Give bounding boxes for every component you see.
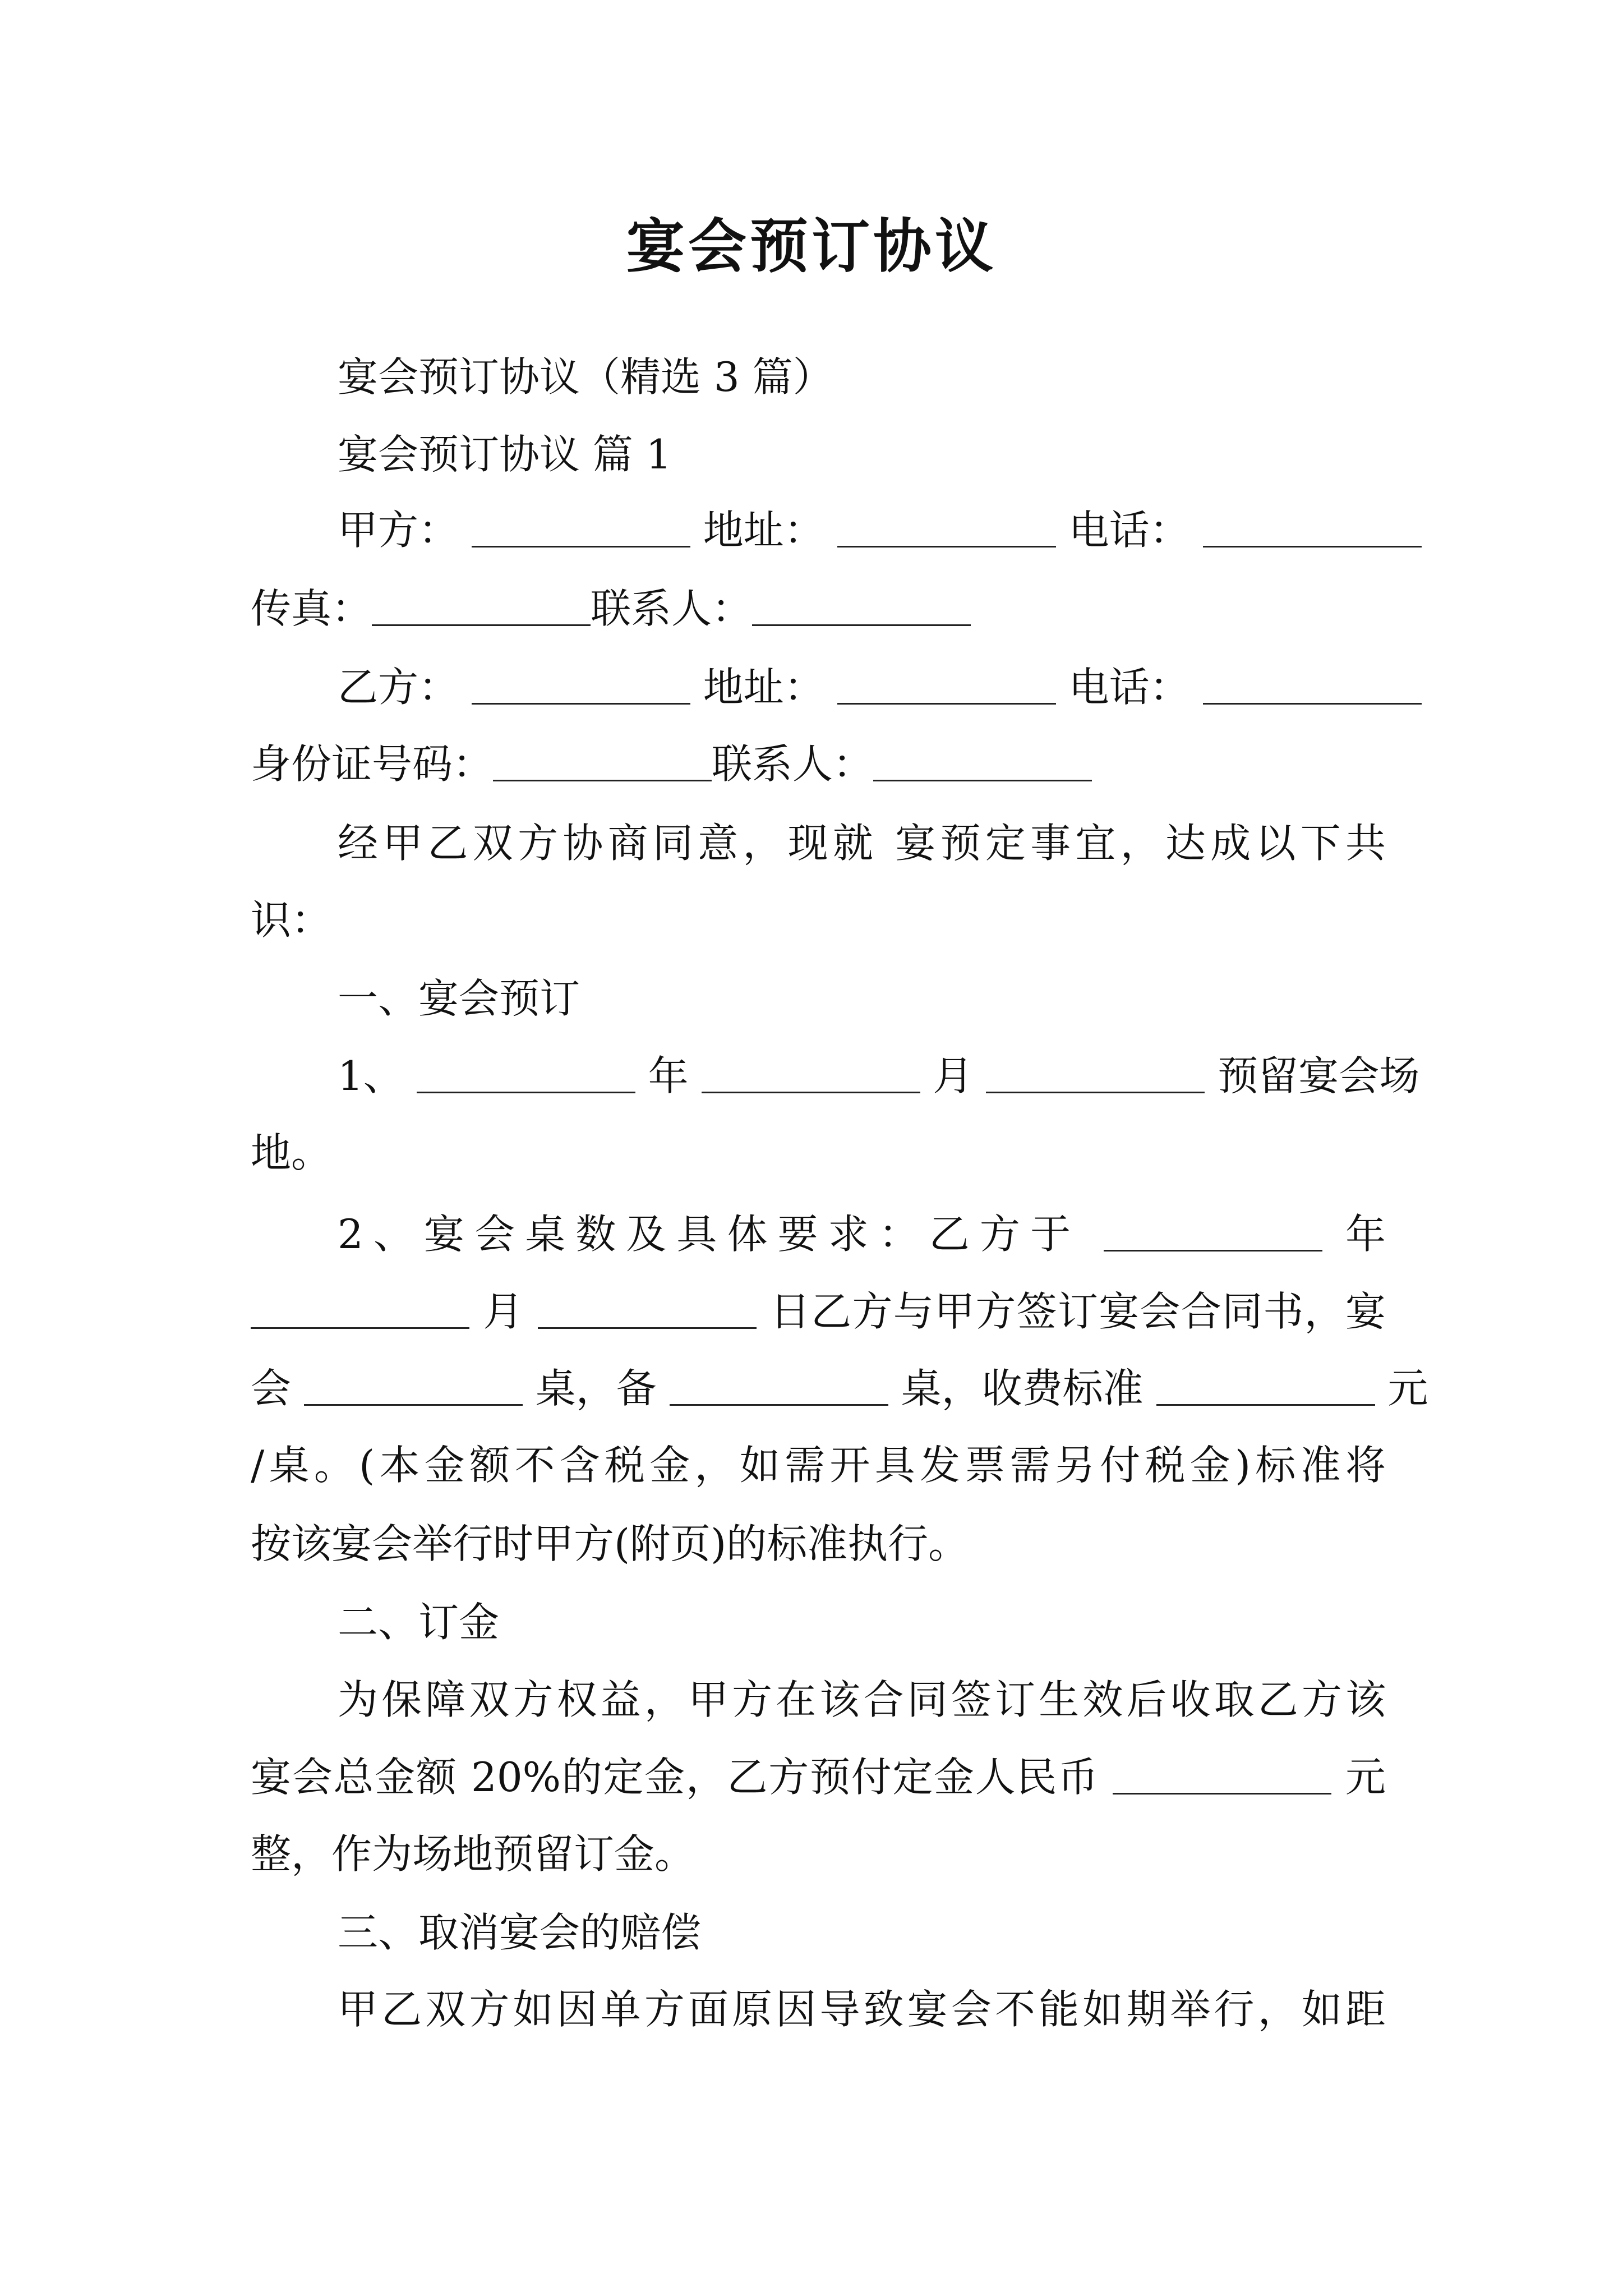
fill-in-blank	[702, 1058, 920, 1093]
fill-in-blank	[372, 591, 591, 626]
text-segment: 甲乙双方如因单方面原因导致宴会不能如期举行，如距	[338, 1986, 1386, 2033]
text-segment: 电话：	[1068, 507, 1190, 554]
fill-in-blank	[538, 1294, 757, 1329]
fill-in-blank	[873, 746, 1092, 781]
fill-in-blank	[1156, 1370, 1375, 1406]
text-segment: 预留宴会场	[1218, 1052, 1420, 1099]
text-segment: 桌，收费标准	[901, 1365, 1144, 1412]
text-segment: 传真：	[251, 585, 372, 632]
text-line	[251, 1738, 1386, 1816]
text-line	[251, 1893, 1386, 1972]
text-segment: 按该宴会举行时甲方(附页)的标准执行。	[251, 1520, 969, 1567]
fill-in-blank	[986, 1058, 1205, 1093]
text-line	[251, 1037, 1420, 1115]
text-line	[251, 415, 1386, 494]
text-segment: 2、宴会桌数及具体要求：乙方于	[338, 1211, 1081, 1258]
fill-in-blank	[670, 1370, 888, 1406]
text-segment: 年	[648, 1052, 689, 1099]
text-segment: 一、宴会预订	[338, 975, 580, 1022]
fill-in-blank	[304, 1370, 523, 1406]
text-line	[251, 1272, 1386, 1351]
fill-in-blank	[837, 512, 1056, 547]
text-line	[251, 491, 1386, 569]
text-line	[251, 569, 1386, 648]
text-segment: 二、订金	[338, 1599, 500, 1646]
text-line	[251, 1114, 1386, 1192]
text-line	[251, 1349, 1428, 1428]
text-segment: 元	[1387, 1365, 1428, 1412]
text-segment: 为保障双方权益，甲方在该合同签订生效后收取乙方该	[338, 1676, 1386, 1723]
text-line	[251, 1815, 1386, 1893]
text-segment: 电话：	[1068, 664, 1190, 711]
text-segment: 宴会总金额 20%的定金，乙方预付定金人民币	[251, 1754, 1099, 1801]
text-segment: 甲方：	[338, 507, 459, 554]
text-segment: 经甲乙双方协商同意，现就 宴预定事宜，达成以下共	[338, 820, 1386, 867]
text-segment: 身份证号码：	[251, 740, 494, 788]
text-line	[251, 1504, 1386, 1583]
text-line	[251, 1583, 1386, 1662]
fill-in-blank	[472, 512, 690, 547]
text-segment: 地址：	[703, 664, 824, 711]
fill-in-blank	[1104, 1216, 1322, 1251]
text-segment: 会	[251, 1365, 292, 1412]
text-segment: 宴会预订协议（精选 3 篇）	[338, 353, 833, 401]
text-segment: 乙方：	[338, 664, 459, 711]
fill-in-blank	[1203, 669, 1422, 705]
text-segment: 月	[933, 1052, 974, 1099]
text-segment: 地。	[251, 1129, 332, 1176]
text-line	[251, 1970, 1386, 2049]
fill-in-blank	[752, 591, 971, 626]
text-segment: 月	[483, 1288, 524, 1335]
text-line	[251, 1660, 1386, 1739]
text-segment: 识：	[251, 896, 332, 944]
text-line	[251, 725, 1386, 803]
text-segment: 桌，备	[535, 1365, 657, 1412]
text-line	[251, 1195, 1386, 1273]
text-segment: 三、取消宴会的赔偿	[338, 1909, 702, 1956]
text-line	[251, 881, 1386, 959]
text-segment: 整，作为场地预留订金。	[251, 1830, 695, 1878]
text-segment: 联系人：	[712, 740, 874, 788]
text-line	[251, 959, 1386, 1038]
text-segment: 联系人：	[591, 585, 753, 632]
fill-in-blank	[837, 669, 1056, 705]
fill-in-blank	[493, 746, 712, 781]
fill-in-blank	[1113, 1759, 1331, 1795]
text-segment: 1、	[338, 1052, 404, 1099]
fill-in-blank	[1203, 512, 1422, 547]
text-line	[251, 804, 1386, 882]
text-segment: 宴会预订协议 篇 1	[338, 431, 672, 478]
text-segment: 年	[1345, 1211, 1386, 1258]
text-segment: 元	[1345, 1754, 1386, 1801]
text-line	[251, 1426, 1386, 1504]
fill-in-blank	[251, 1294, 469, 1329]
document-title: 宴会预订协议	[626, 211, 997, 280]
fill-in-blank	[472, 669, 690, 705]
text-segment: /桌。(本金额不含税金，如需开具发票需另付税金)标准将	[251, 1442, 1386, 1489]
text-line	[251, 648, 1386, 726]
text-segment: 地址：	[703, 507, 824, 554]
text-line	[251, 338, 1386, 416]
fill-in-blank	[417, 1058, 635, 1093]
text-segment: 日乙方与甲方签订宴会合同书，宴	[769, 1288, 1386, 1335]
